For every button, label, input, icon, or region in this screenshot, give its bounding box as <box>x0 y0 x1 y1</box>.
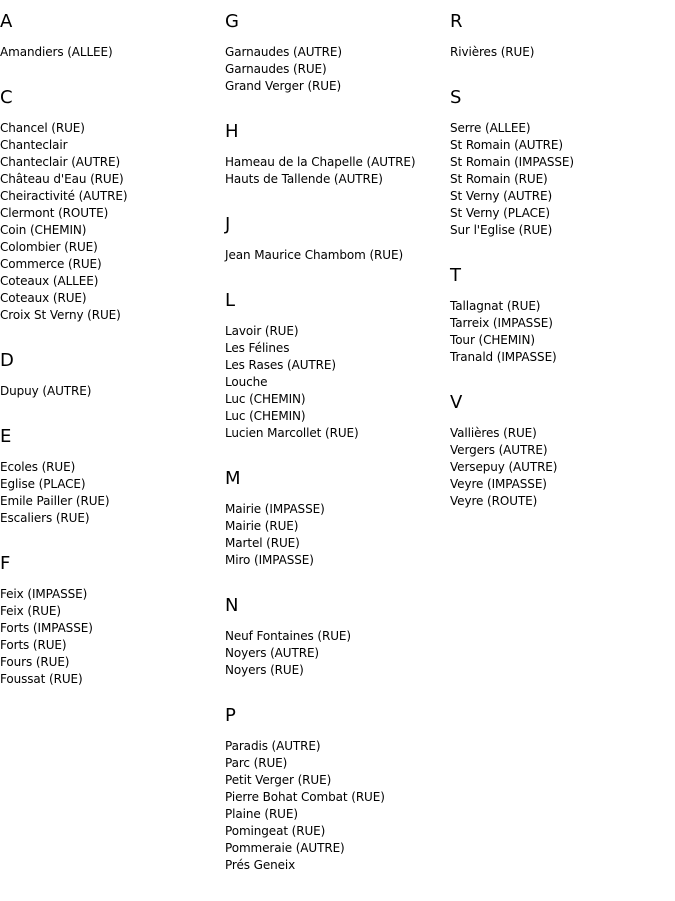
street-entry: Ecoles (RUE) <box>0 460 76 474</box>
letter-section <box>450 12 675 61</box>
street-entry: Escaliers (RUE) <box>0 511 90 525</box>
street-entry: Cheiractivité (AUTRE) <box>0 189 128 203</box>
street-entry: Croix St Verny (RUE) <box>0 308 121 322</box>
letter-heading: T <box>450 265 461 286</box>
street-entry: St Romain (RUE) <box>450 172 548 186</box>
street-entry: Amandiers (ALLEE) <box>0 45 113 59</box>
letter-section <box>225 596 450 679</box>
street-entry: Forts (IMPASSE) <box>0 621 93 635</box>
street-entry: Garnaudes (RUE) <box>225 62 327 76</box>
letter-heading: J <box>225 214 231 235</box>
street-entry: Foussat (RUE) <box>0 672 83 686</box>
letter-section <box>450 393 675 510</box>
letter-heading: S <box>450 87 462 108</box>
street-list <box>225 154 450 188</box>
street-list <box>0 586 225 688</box>
letter-heading: F <box>0 553 11 574</box>
street-entry: Martel (RUE) <box>225 536 300 550</box>
index-column <box>0 12 225 715</box>
street-entry: Les Félines <box>225 341 290 355</box>
letter-heading: N <box>225 595 239 616</box>
letter-section <box>225 706 450 874</box>
street-entry: Sur l'Eglise (RUE) <box>450 223 553 237</box>
street-list <box>450 44 675 61</box>
street-entry: Noyers (AUTRE) <box>225 646 320 660</box>
street-entry: Colombier (RUE) <box>0 240 98 254</box>
street-entry: Chanteclair (AUTRE) <box>0 155 121 169</box>
street-entry: Tour (CHEMIN) <box>450 333 535 347</box>
letter-heading: A <box>0 11 13 32</box>
letter-section <box>0 88 225 324</box>
street-entry: Luc (CHEMIN) <box>225 409 306 423</box>
street-entry: St Romain (IMPASSE) <box>450 155 574 169</box>
street-entry: Serre (ALLEE) <box>450 121 531 135</box>
street-list <box>225 44 450 95</box>
street-entry: Mairie (RUE) <box>225 519 299 533</box>
street-entry: Coteaux (ALLEE) <box>0 274 99 288</box>
street-entry: Louche <box>225 375 268 389</box>
street-entry: Dupuy (AUTRE) <box>0 384 92 398</box>
street-list <box>225 323 450 442</box>
street-entry: Coin (CHEMIN) <box>0 223 87 237</box>
street-entry: Lucien Marcollet (RUE) <box>225 426 359 440</box>
street-list <box>0 44 225 61</box>
street-entry: Chancel (RUE) <box>0 121 85 135</box>
street-entry: Rivières (RUE) <box>450 45 535 59</box>
street-entry: Parc (RUE) <box>225 756 288 770</box>
street-entry: Clermont (ROUTE) <box>0 206 109 220</box>
street-entry: Vergers (AUTRE) <box>450 443 548 457</box>
street-list <box>225 738 450 874</box>
street-entry: Veyre (IMPASSE) <box>450 477 547 491</box>
street-list <box>450 425 675 510</box>
street-entry: Tarreix (IMPASSE) <box>450 316 553 330</box>
street-list <box>450 298 675 366</box>
street-entry: Fours (RUE) <box>0 655 70 669</box>
street-list <box>225 501 450 569</box>
street-entry: Commerce (RUE) <box>0 257 102 271</box>
street-entry: Noyers (RUE) <box>225 663 304 677</box>
street-entry: Pierre Bohat Combat (RUE) <box>225 790 385 804</box>
street-entry: Chanteclair <box>0 138 68 152</box>
street-entry: Forts (RUE) <box>0 638 67 652</box>
street-entry: Tranald (IMPASSE) <box>450 350 557 364</box>
letter-heading: R <box>450 11 463 32</box>
letter-section <box>225 12 450 95</box>
street-entry: Mairie (IMPASSE) <box>225 502 325 516</box>
street-entry: Neuf Fontaines (RUE) <box>225 629 351 643</box>
street-entry: Prés Geneix <box>225 858 296 872</box>
letter-heading: V <box>450 392 463 413</box>
street-list <box>450 120 675 239</box>
letter-section <box>225 291 450 442</box>
letter-heading: H <box>225 121 239 142</box>
letter-heading: G <box>225 11 239 32</box>
street-entry: St Verny (AUTRE) <box>450 189 553 203</box>
street-entry: Les Rases (AUTRE) <box>225 358 336 372</box>
street-entry: Feix (IMPASSE) <box>0 587 88 601</box>
street-entry: Eglise (PLACE) <box>0 477 86 491</box>
street-list <box>0 383 225 400</box>
street-list <box>0 120 225 324</box>
street-entry: Jean Maurice Chambom (RUE) <box>225 248 404 262</box>
letter-section <box>225 469 450 569</box>
street-entry: St Romain (AUTRE) <box>450 138 563 152</box>
street-entry: Paradis (AUTRE) <box>225 739 321 753</box>
street-entry: Lavoir (RUE) <box>225 324 299 338</box>
letter-heading: L <box>225 290 236 311</box>
street-entry: Coteaux (RUE) <box>0 291 87 305</box>
letter-section <box>0 12 225 61</box>
street-entry: Plaine (RUE) <box>225 807 298 821</box>
street-entry: Hauts de Tallende (AUTRE) <box>225 172 383 186</box>
street-entry: Luc (CHEMIN) <box>225 392 306 406</box>
street-list <box>225 628 450 679</box>
street-entry: Château d'Eau (RUE) <box>0 172 124 186</box>
street-list <box>0 459 225 527</box>
letter-section <box>0 427 225 527</box>
street-list <box>225 247 450 264</box>
index-column <box>225 12 450 901</box>
street-entry: Tallagnat (RUE) <box>450 299 541 313</box>
street-entry: Pommeraie (AUTRE) <box>225 841 345 855</box>
street-entry: Emile Pailler (RUE) <box>0 494 110 508</box>
index-column <box>450 12 675 537</box>
letter-heading: P <box>225 705 236 726</box>
street-entry: Pomingeat (RUE) <box>225 824 326 838</box>
letter-section <box>450 266 675 366</box>
letter-section <box>225 122 450 188</box>
letter-section <box>0 351 225 400</box>
street-entry: St Verny (PLACE) <box>450 206 550 220</box>
letter-heading: D <box>0 350 14 371</box>
letter-section <box>225 215 450 264</box>
letter-section <box>450 88 675 239</box>
letter-heading: M <box>225 468 241 489</box>
street-entry: Petit Verger (RUE) <box>225 773 332 787</box>
letter-section <box>0 554 225 688</box>
street-entry: Hameau de la Chapelle (AUTRE) <box>225 155 416 169</box>
letter-heading: E <box>0 426 12 447</box>
street-entry: Veyre (ROUTE) <box>450 494 538 508</box>
street-entry: Versepuy (AUTRE) <box>450 460 558 474</box>
letter-heading: C <box>0 87 13 108</box>
street-entry: Garnaudes (AUTRE) <box>225 45 342 59</box>
street-entry: Vallières (RUE) <box>450 426 537 440</box>
street-entry: Feix (RUE) <box>0 604 61 618</box>
street-entry: Grand Verger (RUE) <box>225 79 342 93</box>
street-entry: Miro (IMPASSE) <box>225 553 314 567</box>
